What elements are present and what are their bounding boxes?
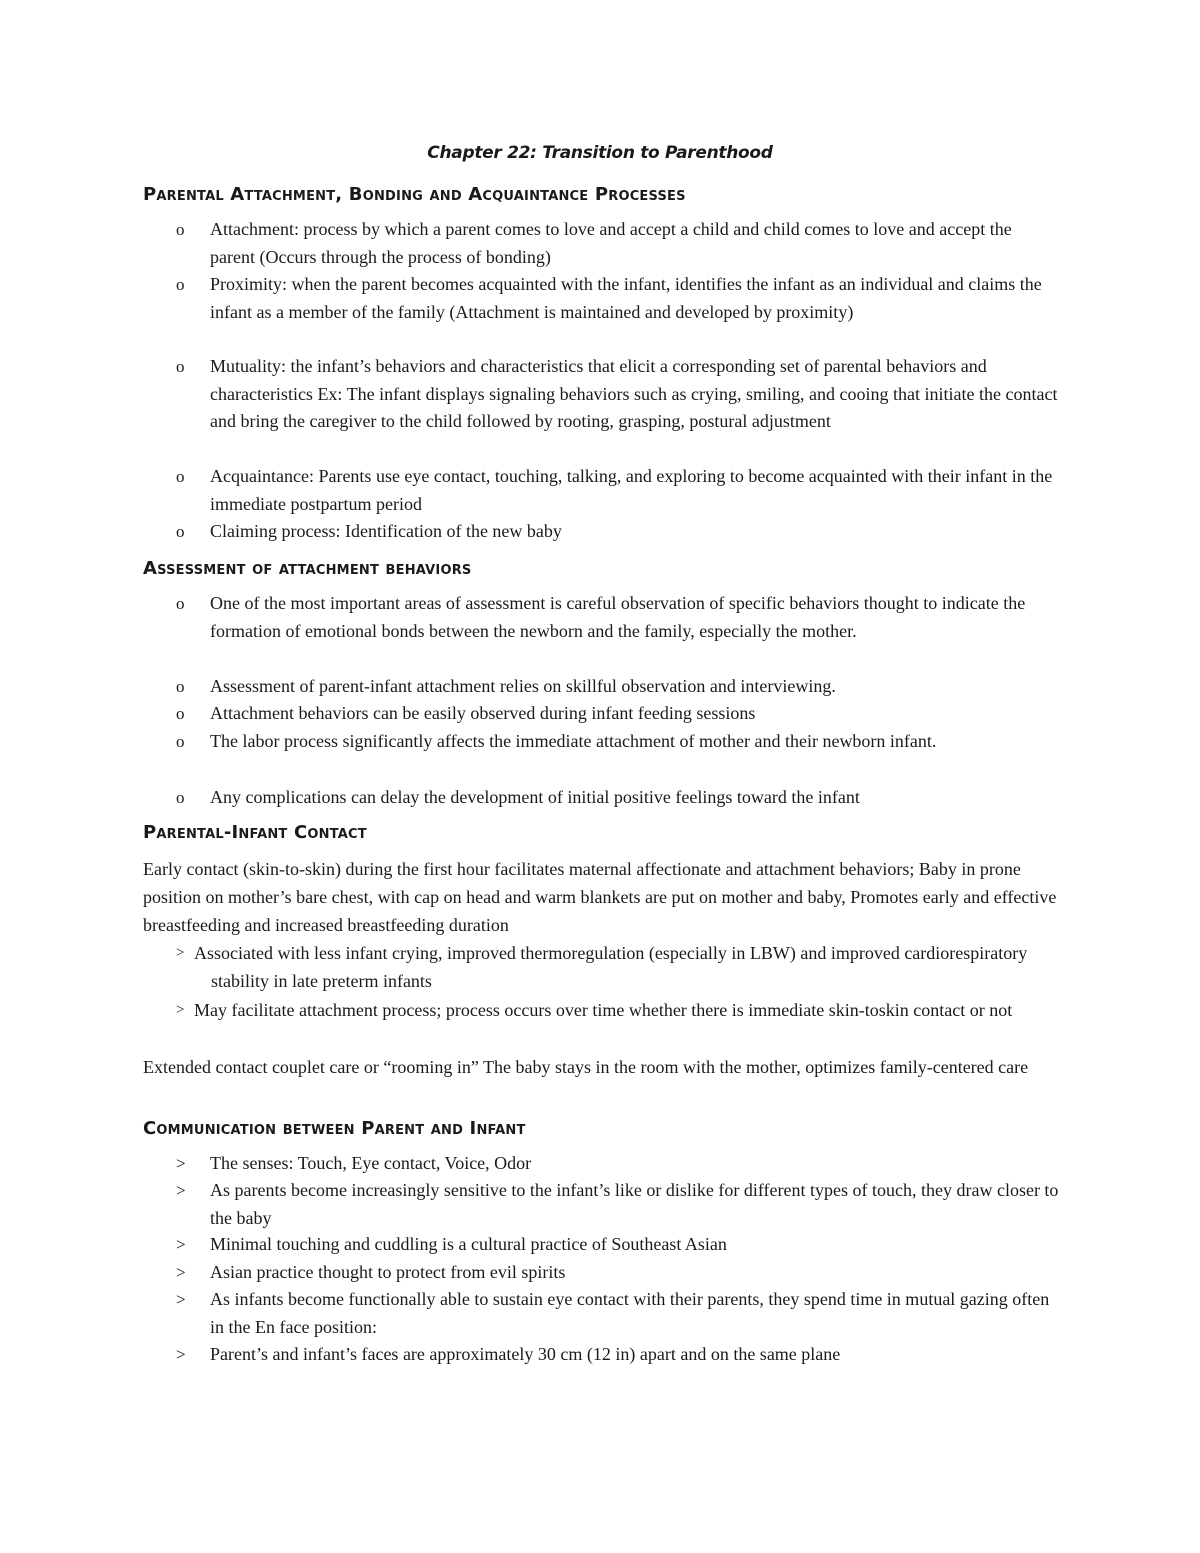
list-item <box>0 1286 1200 1341</box>
list-item <box>0 1150 1200 1177</box>
bullet-marker: o <box>176 220 185 239</box>
list-item-text: As infants become functionally able to sustain eye contact with their parents, they spend time in mutual gazing often in the En face position: <box>210 1289 1050 1337</box>
arrow-marker: > <box>176 1002 185 1018</box>
subpoint-text: Associated with less infant crying, improved thermoregulation (especially in LBW) and improved cardiorespiratory stability in late preterm infants <box>194 943 1028 991</box>
list-item <box>0 463 1200 518</box>
list-item-text: Assessment of parent-infant attachment relies on skillful observation and interviewing. <box>210 676 836 696</box>
list-item-text: Asian practice thought to protect from evil spirits <box>210 1262 566 1282</box>
subpoint-text: May facilitate attachment process; process occurs over time whether there is immediate skin-toskin contact or not <box>194 1000 1013 1020</box>
list-item-text: The senses: Touch, Eye contact, Voice, Odor <box>210 1153 532 1173</box>
contact-subpoint <box>0 996 1200 1024</box>
bullet-marker: > <box>176 1154 186 1173</box>
list-item-text: Proximity: when the parent becomes acquainted with the infant, identifies the infant as an individual and claims the infant as a member of the family (Attachment is maintained and developed by proximity) <box>210 274 1042 322</box>
bullet-marker: o <box>176 467 185 486</box>
list-item <box>0 673 1200 700</box>
list-item <box>0 700 1200 728</box>
communication-list <box>0 1150 1200 1369</box>
list-item-text: Attachment behaviors can be easily observed during infant feeding sessions <box>210 703 756 723</box>
list-item-text: Acquaintance: Parents use eye contact, touching, talking, and exploring to become acquainted with their infant in the immediate postpartum period <box>210 466 1053 514</box>
bullet-marker: o <box>176 677 185 696</box>
bullet-marker: > <box>176 1345 186 1364</box>
list-item <box>0 1177 1200 1231</box>
bullet-marker: > <box>176 1181 186 1200</box>
bullet-marker: o <box>176 275 185 294</box>
bullet-marker: > <box>176 1263 186 1282</box>
list-item-text: Minimal touching and cuddling is a cultural practice of Southeast Asian <box>210 1234 727 1254</box>
bullet-marker: o <box>176 704 185 723</box>
list-item-text: Claiming process: Identification of the new baby <box>210 521 562 541</box>
list-item <box>0 216 1200 271</box>
bullet-marker: o <box>176 594 185 613</box>
page-title: Chapter 22: Transition to Parenthood <box>427 143 773 163</box>
list-item <box>0 518 1200 546</box>
assessment-list <box>0 590 1200 812</box>
list-item-text: Mutuality: the infant’s behaviors and characteristics that elicit a corresponding set of parental behaviors and characteristics Ex: The infant displays signaling behaviors such as crying, smiling, and cooing that initiate the contact and bring the caregiver to the child followed by rooting, grasping, postural adjustment <box>210 356 1058 431</box>
list-item-text: Any complications can delay the development of initial positive feelings toward the infant <box>210 787 860 807</box>
bullet-marker: > <box>176 1235 186 1254</box>
list-item-text: One of the most important areas of assessment is careful observation of specific behaviors thought to indicate the formation of emotional bonds between the newborn and the family, especially the mother. <box>210 593 1026 641</box>
list-item <box>0 353 1200 463</box>
section-heading-communication: Communication between Parent and Infant <box>143 1118 526 1139</box>
bullet-marker: o <box>176 788 185 807</box>
attachment-list <box>0 216 1200 546</box>
list-item-text: Parent’s and infant’s faces are approximately 30 cm (12 in) apart and on the same plane <box>210 1344 841 1364</box>
contact-subpoint <box>0 939 1200 995</box>
list-item <box>0 590 1200 673</box>
list-item <box>0 1341 1200 1369</box>
bullet-marker: > <box>176 1290 186 1309</box>
section-heading-assessment: Assessment of attachment behaviors <box>143 558 472 579</box>
bullet-marker: o <box>176 357 185 376</box>
rooming-in-paragraph: Extended contact couplet care or “rooming in” The baby stays in the room with the mother, optimizes family-centered care <box>143 1057 1029 1077</box>
list-item-text: Attachment: process by which a parent comes to love and accept a child and child comes to love and accept the parent (Occurs through the process of bonding) <box>210 219 1012 267</box>
section-heading-contact: Parental-Infant Contact <box>143 822 367 843</box>
list-item <box>0 784 1200 812</box>
list-item <box>0 271 1200 353</box>
list-item-text: The labor process significantly affects the immediate attachment of mother and their newborn infant. <box>210 731 937 751</box>
list-item-text: As parents become increasingly sensitive to the infant’s like or dislike for different types of touch, they draw closer to the baby <box>210 1180 1059 1228</box>
bullet-marker: o <box>176 522 185 541</box>
list-item <box>0 728 1200 784</box>
contact-paragraph: Early contact (skin-to-skin) during the first hour facilitates maternal affectionate and attachment behaviors; Baby in prone position on mother’s bare chest, with cap on head and warm blankets are put on mother and baby, Promotes early and effective breastfeeding and increased breastfeeding duration <box>143 859 1057 935</box>
bullet-marker: o <box>176 732 185 751</box>
section-heading-attachment: Parental Attachment, Bonding and Acquaintance Processes <box>143 184 686 205</box>
list-item <box>0 1259 1200 1286</box>
list-item <box>0 1231 1200 1259</box>
arrow-marker: > <box>176 945 185 961</box>
